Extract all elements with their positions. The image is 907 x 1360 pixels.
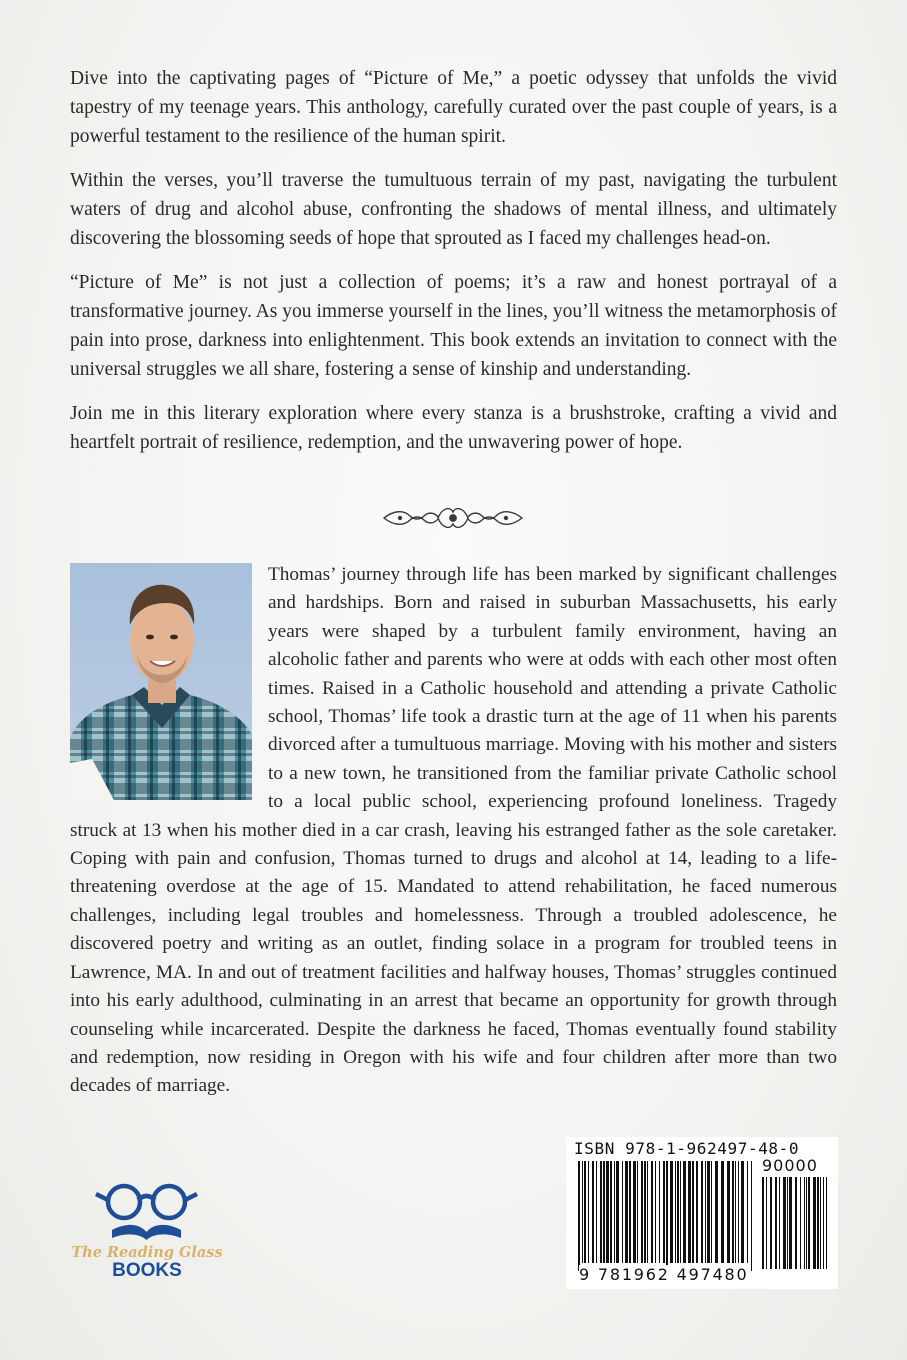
barcode-bar (795, 1177, 797, 1269)
barcode-bar (633, 1161, 636, 1263)
blurb-paragraph: Within the verses, you’ll traverse the tumultuous terrain of my past, navigating the turbulent waters of drug and alcohol abuse, confronting the shadows of mental illness, and ultimately discovering the blossoming seeds of hope that sprouted as I faced my challenges head-on. (70, 170, 837, 249)
barcode-bar (806, 1177, 807, 1269)
barcode-bar (820, 1177, 821, 1269)
barcode-bar (789, 1177, 792, 1269)
barcode-bar (677, 1161, 679, 1263)
barcode-bar (783, 1177, 786, 1269)
barcode-bar (680, 1161, 681, 1263)
isbn-barcode-box (566, 1137, 838, 1289)
barcode-bar (588, 1161, 589, 1263)
reading-glasses-icon (72, 1178, 222, 1278)
barcode-bar (637, 1161, 638, 1263)
barcode-bar (751, 1161, 752, 1271)
barcode-bar (603, 1161, 605, 1263)
barcode-bar (614, 1161, 615, 1263)
barcode-bar (721, 1161, 724, 1263)
barcode-bar (804, 1177, 805, 1269)
barcode-bar (610, 1161, 612, 1263)
barcode-bar (732, 1161, 734, 1263)
barcode-bar (683, 1161, 686, 1263)
barcode-bar (735, 1161, 736, 1263)
barcode-bar (600, 1161, 602, 1263)
barcode-bar (705, 1161, 706, 1263)
publisher-script-line: The Reading Glass (72, 1244, 222, 1261)
barcode-bar (647, 1161, 648, 1263)
barcode-bar (659, 1161, 660, 1263)
author-photo (70, 563, 252, 800)
barcode-bar (826, 1177, 827, 1269)
barcode-bar (666, 1161, 668, 1271)
barcode-bar (584, 1161, 586, 1263)
barcode-bar (770, 1177, 772, 1269)
barcode-bar (766, 1177, 767, 1269)
barcode-bar (707, 1161, 710, 1263)
barcode-bar (663, 1161, 665, 1263)
barcode-bar (629, 1161, 631, 1263)
barcode-bar (641, 1161, 643, 1263)
blurb-paragraph: Dive into the captivating pages of “Picture of Me,” a poetic odyssey that unfolds the vivid tapestry of my teenage years. This anthology, carefully curated over the past couple of years, is a powerful testament to the resilience of the human spirit. (70, 68, 837, 147)
barcode-bar (696, 1161, 698, 1263)
barcode-bar (606, 1161, 609, 1263)
barcode-bar (578, 1161, 580, 1271)
barcode-bar (823, 1177, 824, 1269)
barcode-bar (616, 1161, 619, 1263)
blurb-paragraph: “Picture of Me” is not just a collection of poems; it’s a raw and honest portrayal of a transformative journey. As you immerse yourself in the lines, you’ll witness the metamorphosis of pain into prose, darkness into enlightenment. This book extends an invitation to connect with the universal struggles we all share, fostering a sense of kinship and understanding. (70, 272, 837, 380)
barcode-bar (813, 1177, 816, 1269)
barcode-bar (747, 1161, 748, 1263)
barcode-bar (625, 1161, 628, 1263)
barcode-bar (711, 1161, 712, 1263)
price-addon-number: 90000 (762, 1156, 818, 1175)
barcode-bar (727, 1161, 730, 1263)
isbn-number: ISBN 978-1-962497-48-0 (574, 1139, 800, 1158)
barcode-bar (715, 1161, 718, 1263)
barcode-bar (582, 1161, 583, 1263)
barcode-bar (675, 1161, 676, 1263)
barcode-bar (596, 1161, 597, 1263)
barcode-bar (762, 1177, 764, 1269)
publisher-wordmark: BOOKS (112, 1260, 182, 1278)
ean-number: 9 781962 497480 (579, 1265, 749, 1284)
barcode-bar (775, 1177, 777, 1269)
author-portrait-illustration (70, 563, 252, 800)
barcode-bar (800, 1177, 801, 1269)
barcode-bar (787, 1177, 788, 1269)
barcode-bar (808, 1177, 810, 1269)
publisher-logo (72, 1178, 222, 1278)
author-bio-text: Thomas’ journey through life has been marked by significant challenges and hardships. Born and raised in suburban Massachusetts, his early years were shaped by a turbulent family environment, having an alcoholic father and parents who were at odds with each other most often times. Raised in a Catholic household and attending a private Catholic school, Thomas’ life took a drastic turn at the age of 11 when his parents divorced after a tumultuous marriage. Moving with his mother and sisters to a new town, he transitioned from the familiar private Catholic school to a local public school, experiencing profound loneliness. Tragedy struck at 13 when his mother died in a car crash, leaving his estranged father as the sole caretaker. Coping with pain and confusion, Thomas turned to drugs and alcohol at 14, leading to a life-threatening overdose at the age of 15. Mandated to attend rehabilitation, he faced numerous challenges, including legal troubles and homelessness. Through a troubled adolescence, he discovered poetry and writing as an outlet, finding solace in a program for troubled teens in Lawrence, MA. In and out of treatment facilities and halfway houses, Thomas’ struggles continued into his early adulthood, culminating in an arrest that became an opportunity for growth through counseling while incarcerated. Despite the darkness he faced, Thomas eventually found stability and redemption, now residing in Oregon with his wife and four children after more than two decades of marriage. (70, 564, 837, 1097)
barcode-bar (644, 1161, 646, 1263)
barcode-bar (688, 1161, 691, 1263)
barcode-bar (779, 1177, 780, 1269)
barcode-bar (655, 1161, 656, 1263)
barcode-bar (592, 1161, 594, 1263)
blurb-paragraph: Join me in this literary exploration where every stanza is a brushstroke, crafting a vivid and heartfelt portrait of resilience, redemption, and the unwavering power of hope. (70, 403, 837, 453)
barcode-bar (741, 1161, 744, 1263)
barcode-bar (622, 1161, 623, 1263)
back-cover-blurb (70, 64, 837, 472)
barcode-bar (817, 1177, 819, 1269)
barcode-bar (651, 1161, 653, 1263)
author-bio (70, 561, 837, 1101)
barcode-bar (692, 1161, 694, 1263)
barcode-bar (670, 1161, 673, 1263)
barcode-bar (738, 1161, 739, 1263)
flourish-ornament-divider (380, 504, 526, 532)
barcode-bar (701, 1161, 703, 1263)
